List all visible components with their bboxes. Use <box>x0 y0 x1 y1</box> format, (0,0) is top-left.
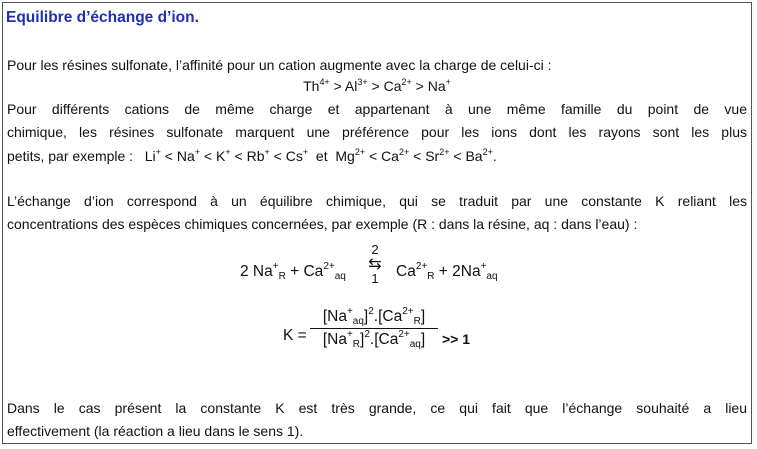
alkali-series <box>145 148 308 164</box>
paragraph-radius-line-1: Pour différents cations de même charge et appartenant à une même famille du point de vue <box>7 101 747 117</box>
less-than-separator: < <box>160 148 177 164</box>
affinity-charge-series: $Th^{4+} > Al^{3+} > Ca^{2+} > Na^+$ <box>303 77 451 94</box>
equilibrium-arrow <box>365 243 385 293</box>
constant-k-label: K = <box>283 327 307 344</box>
ion-sr: Sr <box>425 148 440 164</box>
paragraph-exchange-line-2: concentrations des espèces chimiques concernées, par exemple (R : dans la résine, aq : dans l’eau) : <box>7 216 638 232</box>
exchange-equation-right: $Ca^{2+}_R + 2Na^+_{aq}$ <box>396 261 498 282</box>
ion-rb-charge: + <box>264 147 270 157</box>
ion-ca-charge: 2+ <box>398 147 410 157</box>
ion-li-charge: + <box>155 147 161 157</box>
fraction-bar <box>310 328 438 329</box>
ion-na-charge: + <box>194 147 201 157</box>
paragraph-conclusion-line-1: Dans le cas présent la constante K est très grande, ce qui fait que l’échange souhaité a lieu <box>7 400 747 416</box>
ion-cs-charge: + <box>302 147 309 157</box>
less-than-separator: < <box>365 148 382 164</box>
less-than-separator: < <box>449 148 466 164</box>
paragraph-exchange-line-1: L’échange d’ion correspond à un équilibre chimique, qui se traduit par une constante K reliant les <box>7 193 747 209</box>
less-than-separator: < <box>409 148 426 164</box>
paragraph-radius-line-2: chimique, les résines sulfonate marquent une préférence pour les ions dont les rayons sont les plus <box>7 124 747 140</box>
less-than-separator: < <box>269 148 286 164</box>
ion-li: Li <box>144 148 156 164</box>
arrow-label-forward: 2 <box>371 242 379 257</box>
fraction-denominator: $[Na^+_R]^2.[Ca^{2+}_{aq}]$ <box>322 329 426 350</box>
alkaline-series <box>335 148 492 164</box>
ion-ba-charge: 2+ <box>482 147 493 157</box>
exchange-equation-left: 2 $Na^+_R + Ca^{2+}_{aq}$ <box>240 261 346 282</box>
fraction-numerator: $[Na^+_{aq}]^2.[Ca^{2+}_R]$ <box>322 306 426 327</box>
ion-cs: Cs <box>285 148 303 164</box>
ion-rb: Rb <box>246 148 265 164</box>
constant-k-fraction <box>310 308 438 349</box>
section-title: Equilibre d’échange d’ion. <box>6 9 199 26</box>
ion-sr-charge: 2+ <box>439 147 450 157</box>
paragraph-affinity-line-1: Pour les résines sulfonate, l’affinité pour un cation augmente avec la charge de celui-ci : <box>7 57 552 73</box>
ion-ca: Ca <box>381 148 399 164</box>
ion-mg: Mg <box>335 148 355 164</box>
ion-ba: Ba <box>465 148 483 164</box>
double-arrow-icon: ⇆ <box>368 254 382 273</box>
constant-k-result: >> 1 <box>442 331 471 347</box>
ion-k-charge: + <box>225 147 231 157</box>
paragraph-conclusion-line-2: effectivement (la réaction a lieu dans le sens 1). <box>7 423 304 439</box>
ion-k: K <box>216 148 226 164</box>
paragraph-radius-line-3: petits, par exemple : Li+ < Na+ < K+ < Rb+ < Cs+ et $Mg^{2+} < Ca^{2+} < Sr^{2+} < Ba^{2+}$. <box>7 147 497 164</box>
less-than-separator: < <box>230 148 247 164</box>
arrow-label-backward: 1 <box>371 271 379 286</box>
ion-mg-charge: 2+ <box>354 147 366 157</box>
ion-na: Na <box>176 148 195 164</box>
less-than-separator: < <box>200 148 217 164</box>
